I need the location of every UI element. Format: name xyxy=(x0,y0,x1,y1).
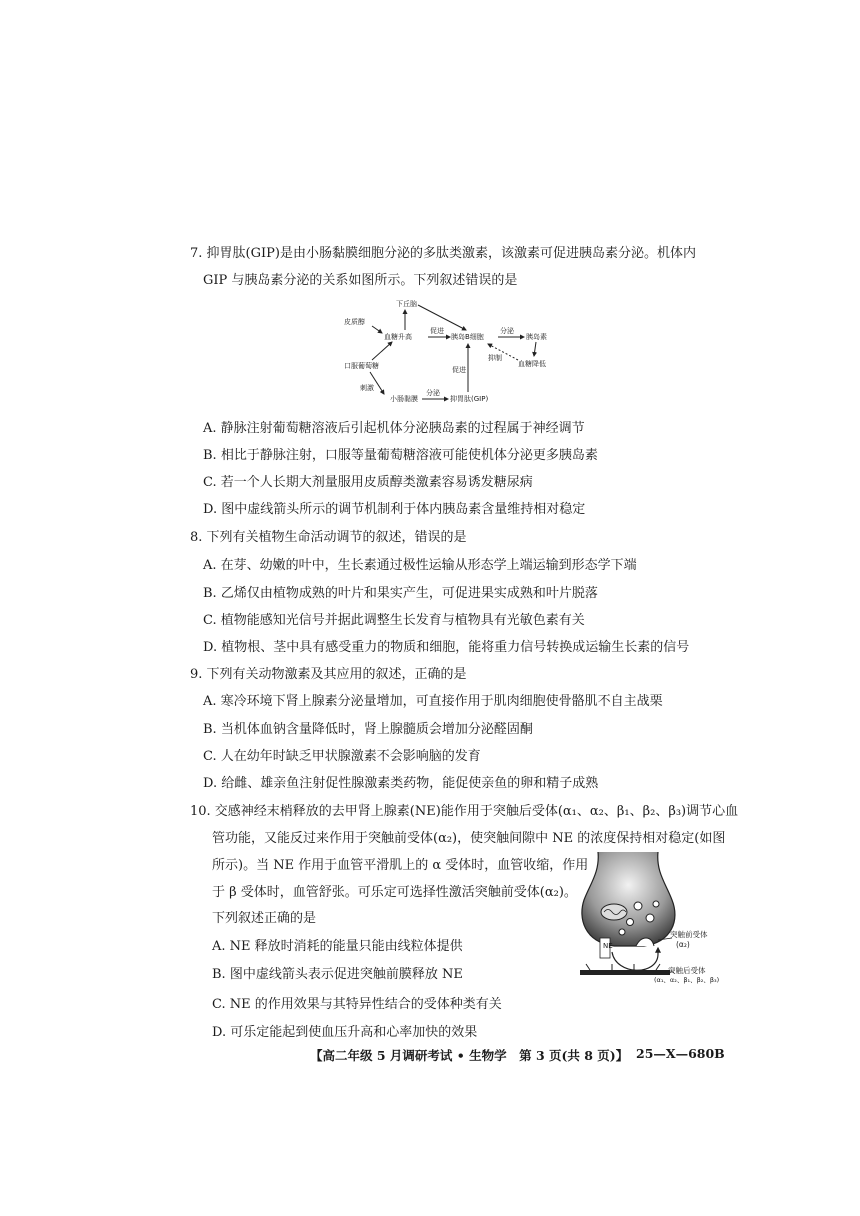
q9-stem: 9. 下列有关动物激素及其应用的叙述，正确的是 xyxy=(190,667,467,682)
label-blood-sugar-up: 血糖升高 xyxy=(384,333,412,341)
q10-stem-line3: 所示)。当 NE 作用于血管平滑肌上的 α 受体时，血管收缩，作用 xyxy=(212,858,589,873)
label-oral-glucose: 口服葡萄糖 xyxy=(344,362,379,370)
q10-stem-line4: 于 β 受体时，血管舒张。可乐定可选择性激活突触前受体(α₂)。 xyxy=(212,885,577,900)
gip-insulin-diagram xyxy=(340,296,570,408)
q10-option-b: B. 图中虚线箭头表示促进突触前膜释放 NE xyxy=(212,967,463,982)
label-postsynaptic-receptor-sub: (α₁、α₂、β₁、β₂、β₃) xyxy=(654,976,720,984)
diagram-arrows xyxy=(340,296,570,408)
label-gip: 抑胃肽(GIP) xyxy=(450,395,489,403)
q8-option-a: A. 在芽、幼嫩的叶中，生长素通过极性运输从形态学上端运输到形态学下端 xyxy=(203,558,637,573)
q10-option-d: D. 可乐定能起到使血压升高和心率加快的效果 xyxy=(212,1025,478,1040)
q7-stem-line1: 7. 抑胃肽(GIP)是由小肠黏膜细胞分泌的多肽类激素，该激素可促进胰岛素分泌。机体内 xyxy=(190,246,696,261)
q7-option-b: B. 相比于静脉注射，口服等量葡萄糖溶液可能使机体分泌更多胰岛素 xyxy=(203,448,598,463)
label-islet-b-cell: 胰岛B细胞 xyxy=(451,333,484,341)
q9-option-a: A. 寒冷环境下肾上腺素分泌量增加，可直接作用于肌肉细胞使骨骼肌不自主战栗 xyxy=(203,694,663,709)
label-ne: NE xyxy=(603,942,613,950)
label-postsynaptic-receptor: 突触后受体 xyxy=(668,966,706,975)
q7-option-a: A. 静脉注射葡萄糖溶液后引起机体分泌胰岛素的过程属于神经调节 xyxy=(203,421,585,436)
page-footer-code: 25—X—680B xyxy=(636,1046,725,1061)
label-promote-1: 促进 xyxy=(430,327,444,335)
q10-stem-line5: 下列叙述正确的是 xyxy=(212,911,317,926)
q10-stem-line1: 10. 交感神经末梢释放的去甲肾上腺素(NE)能作用于突触后受体(α₁、α₂、β₁、β₂、β₃)调节心血 xyxy=(190,804,739,819)
label-presynaptic-receptor: 突触前受体 xyxy=(670,930,708,939)
page-footer-title: 【高二年级 5 月调研考试 • 生物学 第 3 页(共 8 页)】 xyxy=(310,1048,629,1063)
q7-option-c: C. 若一个人长期大剂量服用皮质醇类激素容易诱发糖尿病 xyxy=(203,475,533,490)
q7-option-d: D. 图中虚线箭头所示的调节机制利于体内胰岛素含量维持相对稳定 xyxy=(203,502,586,517)
q7-stem-line2: GIP 与胰岛素分泌的关系如图所示。下列叙述错误的是 xyxy=(203,273,518,288)
label-stimulate: 刺激 xyxy=(360,384,374,392)
q9-option-c: C. 人在幼年时缺乏甲状腺激素不会影响脑的发育 xyxy=(203,749,481,764)
q10-option-c: C. NE 的作用效果与其特异性结合的受体种类有关 xyxy=(212,997,502,1012)
label-hypothalamus: 下丘脑 xyxy=(396,300,417,308)
q10-stem-line2: 管功能，又能反过来作用于突触前受体(α₂)，使突触间隙中 NE 的浓度保持相对稳定(如图 xyxy=(212,831,726,846)
q8-option-c: C. 植物能感知光信号并据此调整生长发育与植物具有光敏色素有关 xyxy=(203,613,585,628)
synapse-drawing xyxy=(572,850,744,988)
label-secrete-1: 分泌 xyxy=(500,327,514,335)
label-insulin: 胰岛素 xyxy=(526,333,547,341)
q8-option-d: D. 植物根、茎中具有感受重力的物质和细胞，能将重力信号转换成运输生长素的信号 xyxy=(203,640,690,655)
label-presynaptic-receptor-sub: (α₂) xyxy=(676,940,690,949)
label-cortisol: 皮质醇 xyxy=(344,318,365,326)
label-secrete-2: 分泌 xyxy=(426,389,440,397)
label-promote-2: 促进 xyxy=(452,366,466,374)
synapse-figure xyxy=(572,850,744,988)
label-intestine-mucosa: 小肠黏膜 xyxy=(390,395,418,403)
label-inhibit: 抑制 xyxy=(488,354,502,362)
label-blood-sugar-down: 血糖降低 xyxy=(518,360,546,368)
q8-option-b: B. 乙烯仅由植物成熟的叶片和果实产生，可促进果实成熟和叶片脱落 xyxy=(203,586,598,601)
q9-option-b: B. 当机体血钠含量降低时，肾上腺髓质会增加分泌醛固酮 xyxy=(203,722,533,737)
q10-option-a: A. NE 释放时消耗的能量只能由线粒体提供 xyxy=(212,939,463,954)
q8-stem: 8. 下列有关植物生命活动调节的叙述，错误的是 xyxy=(190,530,467,545)
q9-option-d: D. 给雌、雄亲鱼注射促性腺激素类药物，能促使亲鱼的卵和精子成熟 xyxy=(203,776,599,791)
